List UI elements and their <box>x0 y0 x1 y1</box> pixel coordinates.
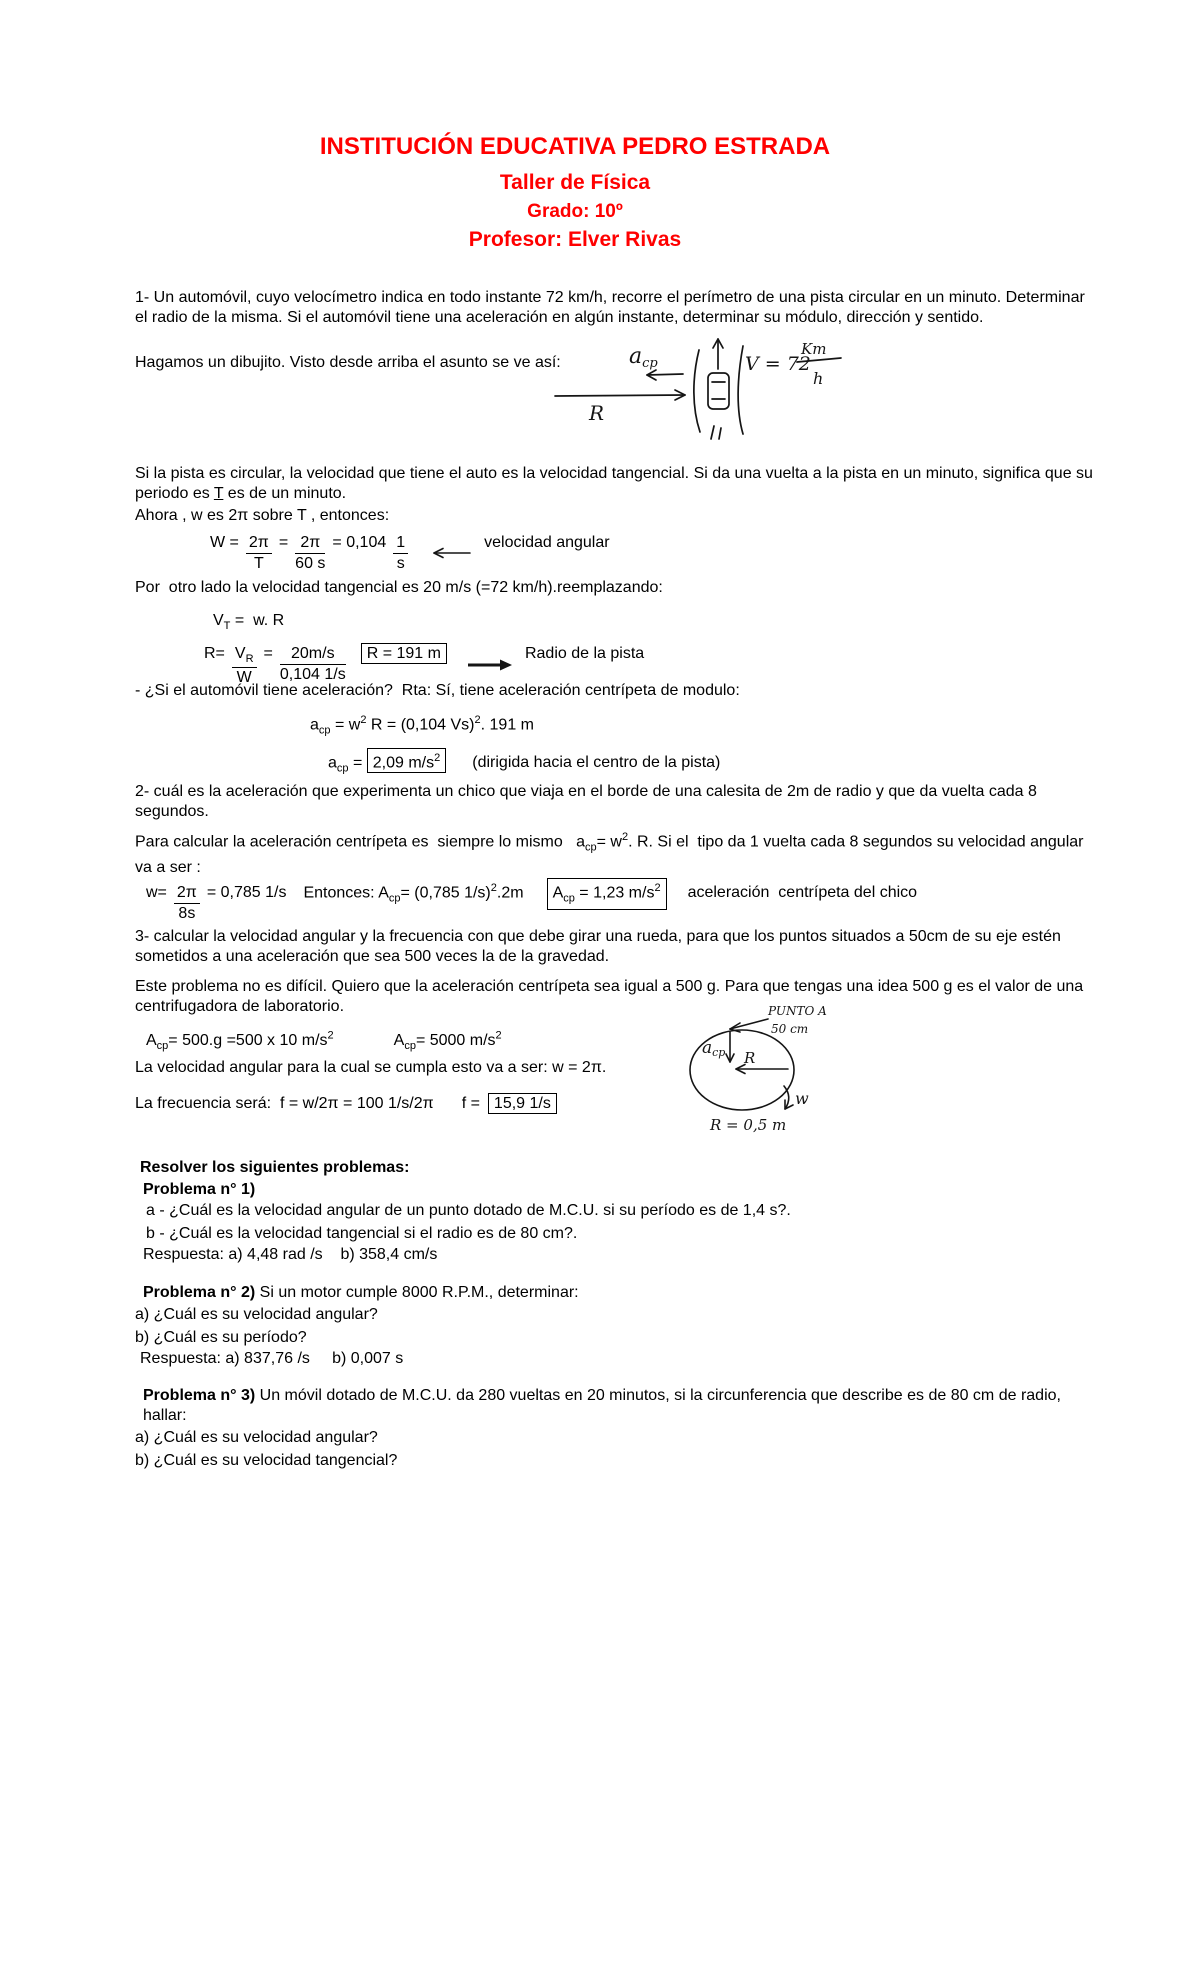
equals-sign: = <box>278 534 289 551</box>
problem2-answer: Respuesta: a) 837,76 /s b) 0,007 s <box>140 1350 404 1367</box>
problem3-item-b: b) ¿Cuál es su velocidad tangencial? <box>135 1452 398 1469</box>
angular-note: La velocidad angular para la cual se cumpla esto va a ser: w = 2π. <box>135 1059 607 1076</box>
acp-label: acp <box>629 344 658 371</box>
fraction-speed <box>280 645 346 684</box>
radius-label: R <box>744 1049 756 1067</box>
acceleration-question: - ¿Si el automóvil tiene aceleración? Rta: Sí, tiene aceleración centrípeta de modulo: <box>135 682 740 699</box>
problem1-item-a: a - ¿Cuál es la velocidad angular de un punto dotado de M.C.U. si su período es de 1,4 s?. <box>146 1202 791 1219</box>
acp-formula: $a_{cp} = w^2$ R = (0,104 Vs)$^2$. 191 m <box>310 714 534 737</box>
underlined-period-T: T <box>213 485 224 502</box>
problem1-answer: Respuesta: a) 4,48 rad /s b) 358,4 cm/s <box>143 1246 438 1263</box>
result-box-acp: 2,09 $m/s^2$ <box>367 748 446 773</box>
frac-num: 1 <box>393 534 408 554</box>
result-box-frequency: 15,9 1/s <box>488 1093 557 1114</box>
equals-sign: = <box>263 645 273 662</box>
problem1-item-b: b - ¿Cuál es la velocidad tangencial si el radio es de 80 cm?. <box>146 1225 578 1242</box>
frequency-text: La frecuencia será: f = w/2π = 100 1/s/2π <box>135 1095 434 1112</box>
frac-num: 2π <box>246 534 272 554</box>
omega-label: w <box>795 1089 809 1108</box>
fraction-2pi-T <box>246 534 272 573</box>
track-line-right <box>738 346 743 434</box>
w2-lhs: w= <box>146 884 167 902</box>
frequency-line <box>135 1093 557 1114</box>
vt-rest: = w. R <box>230 612 285 629</box>
frac-num: 2π <box>295 534 325 554</box>
acp-calc-right: $A_{cp}= 5000$ $m/s^2$ <box>393 1030 502 1053</box>
car-top-view <box>708 373 729 409</box>
exercise2-explain: Para calcular la aceleración centrípeta es siempre lo mismo $a_{cp}= w^2$. R. Si el tipo da 1 vuelta cada 8 segundos su velocidad angular va a ser : <box>135 831 1088 876</box>
tangential-note: Por otro lado la velocidad tangencial es 20 m/s (=72 km/h).reemplazando: <box>135 579 663 596</box>
frac-num: $V_R$ <box>232 645 257 668</box>
vt-base: V <box>213 612 224 629</box>
problem2-item-b: b) ¿Cuál es su período? <box>135 1329 307 1346</box>
arrow-right-icon <box>468 659 512 671</box>
speed-unit-num: Km <box>801 340 827 358</box>
distance-label: 50 cm <box>771 1022 809 1036</box>
tick-marks <box>711 426 721 439</box>
problem2-title: Problema n° 2) <box>143 1284 256 1301</box>
radius-value-label: R = 0,5 m <box>710 1116 787 1134</box>
fraction-2pi-8s <box>174 884 200 923</box>
problem3-statement: Un móvil dotado de M.C.U. da 280 vueltas en 20 minutos, si la circunferencia que describe es de 80 cm de radio, hallar: <box>143 1387 1066 1424</box>
punto-arrow <box>730 1019 768 1029</box>
acp-calc-left: $A_{cp}= 500.g =500$ x 10 $m/s^2$ <box>146 1030 334 1053</box>
annotation-dirigida: (dirigida hacia el centro de la pista) <box>472 754 721 772</box>
exercise3-acp-calc <box>146 1026 502 1057</box>
explanation-omega: Ahora , w es 2π sobre T , entonces: <box>135 507 390 524</box>
vt-formula <box>213 611 284 636</box>
r-lhs: R= <box>204 645 225 662</box>
speed-unit-den: h <box>813 369 824 388</box>
speed-label: V = 72 <box>745 353 811 375</box>
result-box-acp-chico: $A_{cp} = 1,23$ $m/s^2$ <box>547 878 667 910</box>
fraction-1-s <box>393 534 408 573</box>
frequency-lhs: f = <box>461 1095 480 1112</box>
frac-den: 8s <box>178 905 196 923</box>
frac-den: s <box>396 554 405 572</box>
problem2-item-a: a) ¿Cuál es su velocidad angular? <box>135 1306 378 1323</box>
annotation-acp-chico: aceleración centrípeta del chico <box>687 884 918 902</box>
track-line-left <box>694 350 700 432</box>
frac-num: 2π <box>174 884 200 904</box>
problem1-title: Problema n° 1) <box>143 1181 256 1198</box>
page-subtitle: Taller de Física <box>499 171 651 194</box>
result-value: = 0,104 <box>332 534 387 551</box>
radius-label: R <box>589 401 605 425</box>
problem2-statement: Si un motor cumple 8000 R.P.M., determinar: <box>255 1284 579 1301</box>
problem3-title: Problema n° 3) <box>143 1387 256 1404</box>
explanation-text: Si la pista es circular, la velocidad que tiene el auto es la velocidad tangencial. Si da una vuelta a la pista en un minuto, significa que su periodo es <box>135 465 1098 502</box>
w2-result: = 0,785 1/s <box>206 884 287 902</box>
exercise3-explain: Este problema no es difícil. Quiero que la aceleración centrípeta sea igual a 500 g. Para que tengas una idea 500 g es el valor de una centrifugadora de laboratorio. <box>135 978 1088 1015</box>
result-box-radius: R = 191 m <box>361 643 447 664</box>
frac-num: 20m/s <box>280 645 346 665</box>
radius-formula <box>204 643 644 686</box>
problems-heading: Resolver los siguientes problemas: <box>140 1159 410 1176</box>
grade-line: Grado: 10º <box>527 201 623 222</box>
sketch-intro: Hagamos un dibujito. Visto desde arriba el asunto se ve así: <box>135 354 561 371</box>
acp-result-line: $a_{cp} = 2,09$ $m/s^2$ (dirigida hacia el centro de la pista) <box>328 748 720 779</box>
radius-arrow <box>555 395 685 396</box>
frac-den: T <box>253 554 264 572</box>
problem3-item-a: a) ¿Cuál es su velocidad angular? <box>135 1429 378 1446</box>
exercise2-statement: 2- cuál es la aceleración que experimenta un chico que viaja en el borde de una calesita de 2m de radio y que da vuelta cada 8 segundos. <box>135 783 1042 820</box>
car-windows <box>712 382 725 399</box>
acp-arrow <box>647 374 683 375</box>
problem2-title-line <box>143 1283 579 1303</box>
exercise2-formula <box>146 878 917 923</box>
problem3-title-line <box>143 1386 1093 1426</box>
exercise1-statement: 1- Un automóvil, cuyo velocímetro indica en todo instante 72 km/h, recorre el perímetro de una pista circular en un minuto. Determinar el radio de la misma. Si el automóvil tiene una aceleración en algún instante, determinar su módulo, dirección y sentido. <box>135 289 1090 326</box>
frac-den: W <box>236 668 252 686</box>
fraction-2pi-60s <box>295 534 325 573</box>
frac-den: 60 s <box>295 554 326 572</box>
angular-velocity-formula <box>210 533 610 573</box>
w-lhs: W = <box>210 534 239 551</box>
punto-a-label: PUNTO A <box>768 1004 827 1018</box>
annotation-velocidad-angular: velocidad angular <box>484 534 610 551</box>
vt-subscript: T <box>223 620 231 633</box>
annotation-radio-pista: Radio de la pista <box>524 645 645 662</box>
frac-den: 0,104 1/s <box>279 665 346 683</box>
arrow-left-icon <box>431 547 471 559</box>
track-sketch <box>545 330 855 445</box>
acp-label: acp <box>702 1038 726 1059</box>
explanation-period <box>135 464 1098 504</box>
page-title: INSTITUCIÓN EDUCATIVA PEDRO ESTRADA <box>319 133 831 160</box>
explanation-text-end: es de un minuto. <box>223 485 347 502</box>
entonces-expression: Entonces: $A_{cp}= (0,785$ 1/s)$^2$.2m <box>303 882 524 905</box>
professor-line: Profesor: Elver Rivas <box>468 228 682 251</box>
exercise3-statement: 3- calcular la velocidad angular y la frecuencia con que debe girar una rueda, para que los puntos situados a 50cm de su eje estén sometidos a una aceleración que sea 500 veces la de la gravedad. <box>135 928 1066 965</box>
